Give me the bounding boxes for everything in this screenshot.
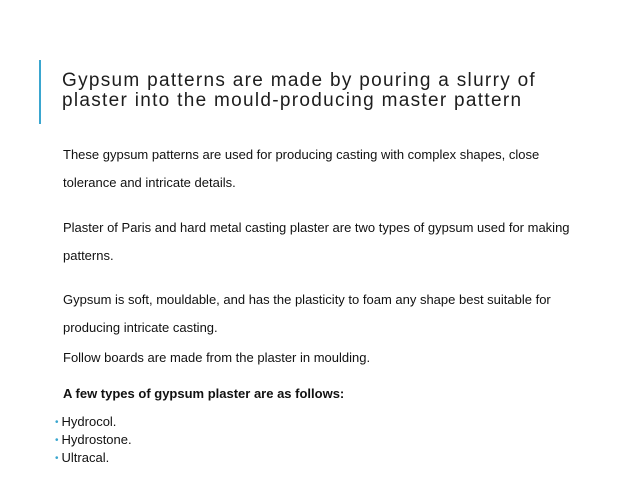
- paragraph-2-line-2: patterns.: [63, 248, 114, 263]
- title-accent-bar: [39, 60, 41, 124]
- list-item: [55, 413, 132, 431]
- list-item-label: Hydrostone.: [61, 432, 132, 447]
- slide-title-line-1: Gypsum patterns are made by pouring a slurry of: [62, 70, 537, 91]
- slide-title: [62, 71, 622, 111]
- bullet-icon: •: [55, 453, 59, 464]
- bullet-icon: •: [55, 435, 59, 446]
- gypsum-types-list: [55, 413, 132, 467]
- list-item-label: Ultracal.: [61, 450, 110, 465]
- list-item: [55, 431, 132, 449]
- paragraph-1-line-1: These gypsum patterns are used for producing casting with complex shapes, close: [63, 147, 540, 162]
- slide-title-line-2: plaster into the mould-producing master pattern: [62, 90, 523, 111]
- bullet-icon: •: [55, 417, 59, 428]
- list-item-label: Hydrocol.: [61, 414, 117, 429]
- paragraph-1-line-2: tolerance and intricate details.: [63, 175, 236, 190]
- paragraph-4: Follow boards are made from the plaster in moulding.: [63, 350, 371, 365]
- list-heading: A few types of gypsum plaster are as follows:: [63, 386, 345, 401]
- paragraph-3-line-2: producing intricate casting.: [63, 320, 218, 335]
- paragraph-2-line-1: Plaster of Paris and hard metal casting plaster are two types of gypsum used for making: [63, 220, 570, 235]
- paragraph-3-line-1: Gypsum is soft, mouldable, and has the plasticity to foam any shape best suitable for: [63, 292, 551, 307]
- list-item: [55, 449, 132, 467]
